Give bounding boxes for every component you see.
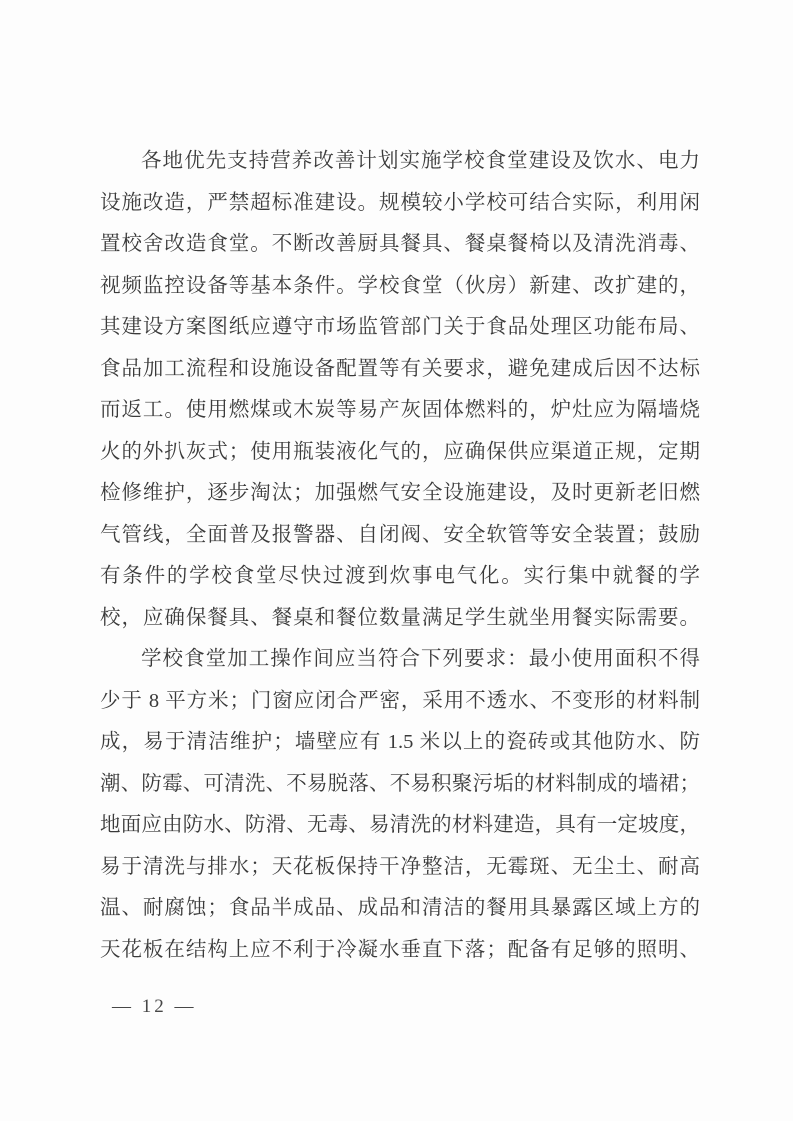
text-line: 有条件的学校食堂尽快过渡到炊事电气化。实行集中就餐的学 (100, 565, 700, 587)
text-line: 天花板在结构上应不利于冷凝水垂直下落；配备有足够的照明、 (100, 938, 700, 961)
text-line: 火的外扒灰式；使用瓶装液化气的，应确保供应渠道正规，定期 (100, 440, 700, 463)
text-line: 学校食堂加工操作间应当符合下列要求：最小使用面积不得 (141, 648, 700, 670)
text-line: 气管线，全面普及报警器、自闭阀、安全软管等安全装置；鼓励 (100, 523, 700, 546)
text-line: 少于 8 平方米；门窗应闭合严密，采用不透水、不变形的材料制 (100, 689, 700, 712)
text-line: 设施改造，严禁超标准建设。规模较小学校可结合实际，利用闲 (100, 191, 700, 214)
text-line: 校，应确保餐具、餐桌和餐位数量满足学生就坐用餐实际需要。 (100, 606, 700, 629)
text-line: 食品加工流程和设施设备配置等有关要求，避免建成后因不达标 (100, 357, 700, 380)
document-body (100, 141, 700, 971)
paragraph (100, 141, 700, 639)
text-line: 成，易于清洁维护；墙壁应有 1.5 米以上的瓷砖或其他防水、防 (100, 731, 700, 753)
text-line: 温、耐腐蚀；食品半成品、成品和清洁的餐用具暴露区域上方的 (100, 897, 700, 919)
text-line: 视频监控设备等基本条件。学校食堂（伙房）新建、改扩建的， (100, 274, 700, 297)
text-line: 各地优先支持营养改善计划实施学校食堂建设及饮水、电力 (141, 150, 700, 172)
text-line: 检修维护，逐步淘汰；加强燃气安全设施建设，及时更新老旧燃 (100, 482, 700, 504)
text-line: 潮、防霉、可清洗、不易脱落、不易积聚污垢的材料制成的墙裙； (100, 772, 700, 795)
text-line: 置校舍改造食堂。不断改善厨具餐具、餐桌餐椅以及清洗消毒、 (100, 233, 700, 255)
text-line: 地面应由防水、防滑、无毒、易清洗的材料建造，具有一定坡度， (100, 814, 700, 836)
text-line: 易于清洗与排水；天花板保持干净整洁，无霉斑、无尘土、耐高 (100, 855, 700, 878)
text-line: 其建设方案图纸应遵守市场监管部门关于食品处理区功能布局、 (100, 316, 700, 338)
page-number: — 12 — (112, 996, 197, 1017)
paragraph (100, 639, 700, 971)
text-line: 而返工。使用燃煤或木炭等易产灰固体燃料的，炉灶应为隔墙烧 (100, 399, 700, 421)
